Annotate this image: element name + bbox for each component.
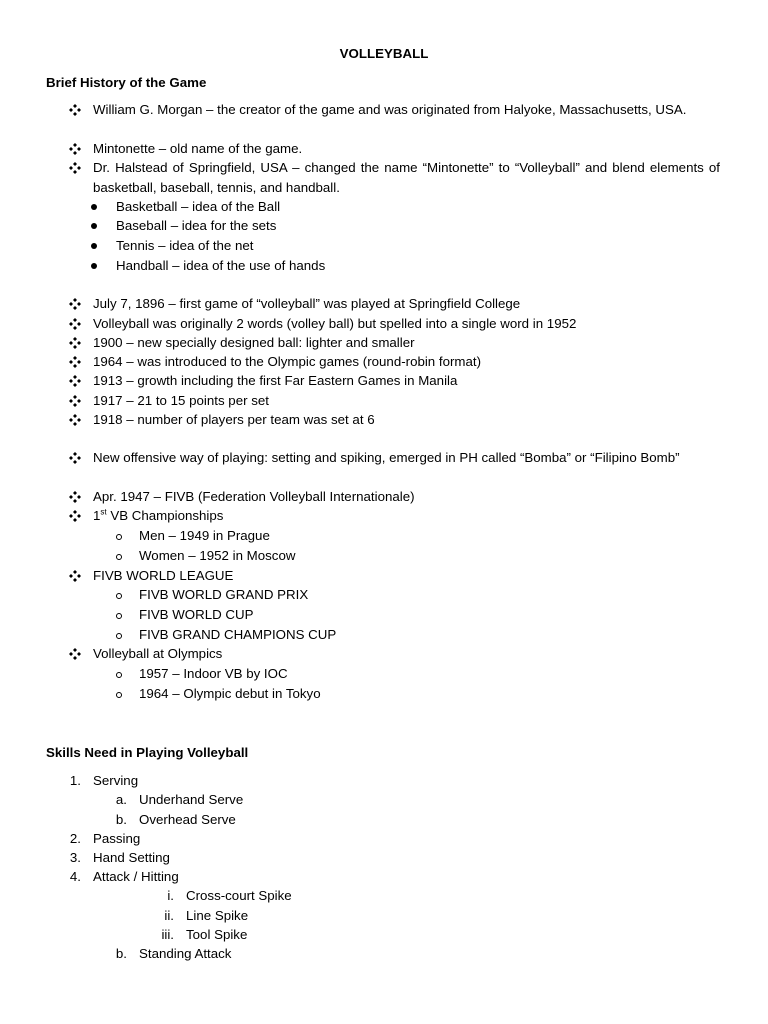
list-roman: i.: [167, 888, 174, 903]
skill-text: Line Spike: [186, 908, 249, 923]
diamond-bullet-icon: [69, 391, 83, 410]
sub-item-text: FIVB GRAND CHAMPIONS CUP: [139, 627, 337, 642]
diamond-bullet-icon: [69, 448, 83, 467]
sub-item-text: Baseball – idea for the sets: [116, 218, 277, 233]
timeline-item-text: 1913 – growth including the first Far Eastern Games in Manila: [93, 373, 458, 388]
history-heading: Brief History of the Game: [46, 75, 207, 90]
diamond-bullet-icon: [69, 333, 83, 352]
sub-item-text: Tennis – idea of the net: [116, 238, 254, 253]
skill-text: Overhead Serve: [139, 812, 236, 827]
skill-text: Underhand Serve: [139, 792, 244, 807]
diamond-bullet-icon: [69, 506, 83, 525]
skill-text: Tool Spike: [186, 927, 248, 942]
history-item-text: Dr. Halstead of Springfield, USA – changed the name “Mintonette” to “Volleyball” and blend elements of basketball, baseball, tennis, and handball.: [93, 160, 720, 195]
bullet-dot-icon: [91, 204, 97, 210]
diamond-bullet-icon: [69, 566, 83, 585]
list-letter: a.: [115, 792, 127, 807]
diamond-bullet-icon: [69, 100, 83, 119]
history-item-text: Mintonette – old name of the game.: [93, 141, 303, 156]
timeline-item-text: Volleyball was originally 2 words (volley ball) but spelled into a single word in 1952: [93, 316, 577, 331]
diamond-bullet-icon: [69, 314, 83, 333]
skill-text: Passing: [93, 831, 141, 846]
bullet-dot-icon: [91, 263, 97, 269]
diamond-bullet-icon: [69, 352, 83, 371]
list-number: 4.: [69, 869, 81, 884]
championships-label: VB Championships: [106, 508, 224, 523]
diamond-bullet-icon: [69, 644, 83, 663]
sub-item-text: Men – 1949 in Prague: [139, 528, 270, 543]
history-item-text: William G. Morgan – the creator of the game and was originated from Halyoke, Massachusetts, USA.: [93, 102, 687, 117]
sub-item-text: Women – 1952 in Moscow: [139, 548, 296, 563]
sub-item-text: FIVB WORLD CUP: [139, 607, 254, 622]
circle-bullet-icon: [116, 534, 122, 540]
diamond-bullet-icon: [69, 139, 83, 158]
sub-item-text: Basketball – idea of the Ball: [116, 199, 281, 214]
diamond-bullet-icon: [69, 487, 83, 506]
olympics-text: Volleyball at Olympics: [93, 646, 223, 661]
list-number: 2.: [69, 831, 81, 846]
timeline-item-text: 1900 – new specially designed ball: lighter and smaller: [93, 335, 415, 350]
document-title: VOLLEYBALL: [339, 46, 429, 61]
list-letter: b.: [115, 946, 127, 961]
list-number: 3.: [69, 850, 81, 865]
skills-heading: Skills Need in Playing Volleyball: [46, 745, 249, 760]
skill-text: Hand Setting: [93, 850, 170, 865]
list-roman: iii.: [161, 927, 174, 942]
diamond-bullet-icon: [69, 410, 83, 429]
championships-suffix: st: [100, 507, 107, 517]
skill-text: Cross-court Spike: [186, 888, 292, 903]
skill-text: Attack / Hitting: [93, 869, 179, 884]
list-number: 1.: [69, 773, 81, 788]
sub-item-text: Handball – idea of the use of hands: [116, 258, 326, 273]
bullet-dot-icon: [91, 223, 97, 229]
circle-bullet-icon: [116, 593, 122, 599]
timeline-item-text: 1964 – was introduced to the Olympic games (round-robin format): [93, 354, 482, 369]
championships-text: [93, 506, 720, 526]
circle-bullet-icon: [116, 672, 122, 678]
list-roman: ii.: [164, 908, 174, 923]
circle-bullet-icon: [116, 613, 122, 619]
championships-number: 1: [93, 508, 101, 523]
list-letter: b.: [115, 812, 127, 827]
offensive-text: New offensive way of playing: setting and spiking, emerged in PH called “Bomba” or “Filipino Bomb”: [93, 450, 680, 465]
circle-bullet-icon: [116, 692, 122, 698]
timeline-item-text: July 7, 1896 – first game of “volleyball” was played at Springfield College: [93, 296, 521, 311]
skill-text: Standing Attack: [139, 946, 232, 961]
diamond-bullet-icon: [69, 294, 83, 313]
diamond-bullet-icon: [69, 158, 83, 177]
world-league-text: FIVB WORLD LEAGUE: [93, 568, 234, 583]
fivb-text: Apr. 1947 – FIVB (Federation Volleyball Internationale): [93, 489, 415, 504]
timeline-item-text: 1918 – number of players per team was set at 6: [93, 412, 375, 427]
circle-bullet-icon: [116, 554, 122, 560]
bullet-dot-icon: [91, 243, 97, 249]
skill-text: Serving: [93, 773, 139, 788]
sub-item-text: 1964 – Olympic debut in Tokyo: [139, 686, 321, 701]
sub-item-text: FIVB WORLD GRAND PRIX: [139, 587, 309, 602]
sub-item-text: 1957 – Indoor VB by IOC: [139, 666, 288, 681]
circle-bullet-icon: [116, 633, 122, 639]
timeline-item-text: 1917 – 21 to 15 points per set: [93, 393, 269, 408]
diamond-bullet-icon: [69, 371, 83, 390]
